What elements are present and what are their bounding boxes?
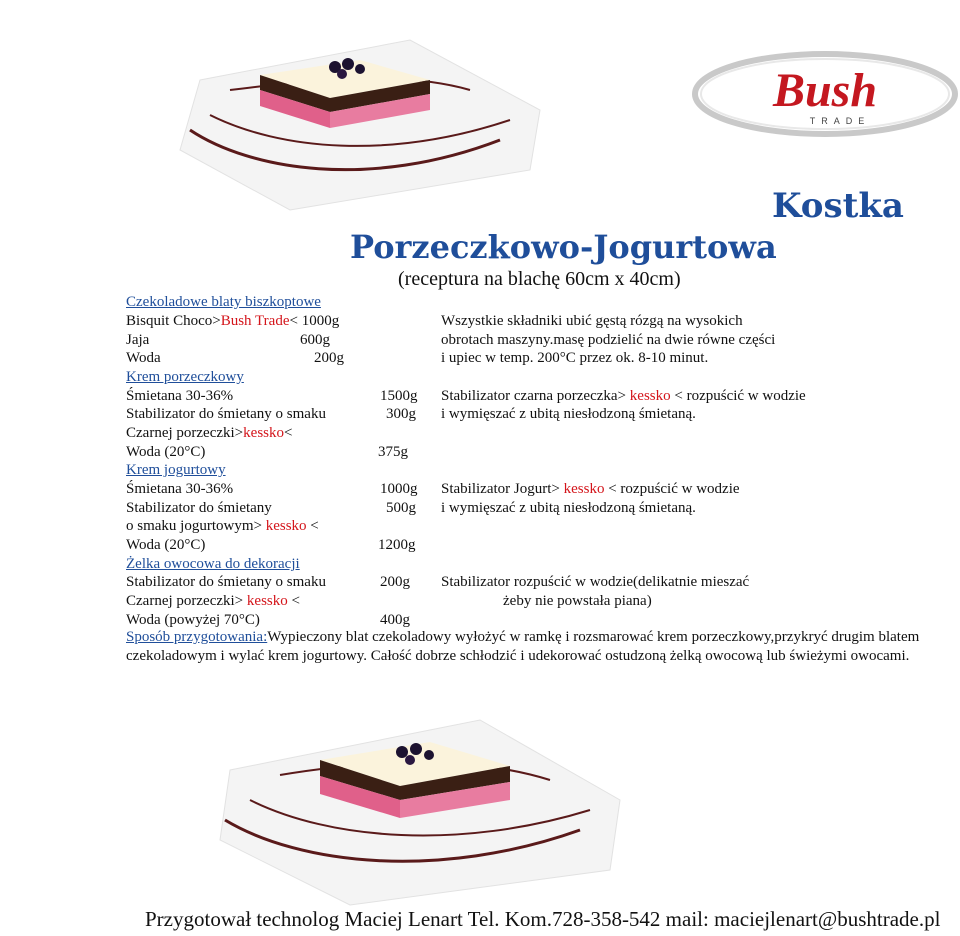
ingredient-bisquit: Bisquit Choco>Bush Trade< 1000g: [126, 313, 340, 329]
krem-porzeczkowy-desc-1: Stabilizator czarna porzeczka> kessko < rozpuścić w wodzie: [441, 388, 806, 404]
ingredient-jaja: Jaja: [126, 332, 150, 348]
footer-contact: Przygotował technolog Maciej Lenart Tel. Kom.728-358-542 mail: maciejlenart@bushtrade.pl: [145, 907, 941, 931]
cake-photo-top: [170, 20, 550, 220]
ingredient-woda-3: Woda (20°C): [126, 537, 206, 553]
ingredient-woda-2-qty: 375g: [378, 444, 408, 460]
bush-trade-logo: [690, 48, 960, 140]
ingredient-woda-4: Woda (powyżej 70°C): [126, 612, 260, 628]
logo-sub-text: TRADE: [809, 116, 871, 126]
ingredient-czarnej-porzeczki-2: Czarnej porzeczki> kessko <: [126, 593, 300, 609]
zelka-desc-2: żeby nie powstała piana): [503, 593, 652, 609]
ingredient-stabilizator-2-qty: 500g: [386, 500, 416, 516]
section-heading-krem-porzeczkowy: Krem porzeczkowy: [126, 369, 244, 385]
blaty-desc-1: Wszystkie składniki ubić gęstą rózgą na wysokich: [441, 313, 743, 329]
section-heading-krem-jogurtowy: Krem jogurtowy: [126, 462, 226, 478]
blaty-desc-2: obrotach maszyny.masę podzielić na dwie równe części: [441, 332, 776, 348]
zelka-desc-1: Stabilizator rozpuścić w wodzie(delikatnie mieszać: [441, 574, 750, 590]
instructions-text: Wypieczony blat czekoladowy wyłożyć w ramkę i rozsmarować krem porzeczkowy,przykryć drugim blatem czekoladowym i wylać krem jogurtowy. Całość dobrze schłodzić i udekorować ostudzoną żelką owocową lub świeżymi owocami.: [126, 629, 920, 664]
ingredient-smietana-1: Śmietana 30-36%: [126, 388, 234, 404]
ingredient-woda-2: Woda (20°C): [126, 444, 206, 460]
section-heading-zelka: Żelka owocowa do dekoracji: [126, 556, 300, 572]
ingredient-woda-3-qty: 1200g: [378, 537, 416, 553]
ingredient-stabilizator-1: Stabilizator do śmietany o smaku: [126, 406, 326, 422]
cake-photo-bottom: [210, 700, 630, 910]
ingredient-woda-4-qty: 400g: [380, 612, 410, 628]
ingredient-stabilizator-3-qty: 200g: [380, 574, 410, 590]
krem-jogurtowy-desc-2: i wymięszać z ubitą niesłodzoną śmietaną.: [441, 500, 696, 516]
ingredient-jaja-qty: 600g: [300, 332, 330, 348]
logo-brand-text: Bush: [772, 64, 878, 117]
krem-porzeczkowy-desc-2: i wymięszać z ubitą niesłodzoną śmietaną.: [441, 406, 696, 422]
ingredient-stabilizator-3: Stabilizator do śmietany o smaku: [126, 574, 326, 590]
ingredient-woda-qty: 200g: [314, 350, 344, 366]
instructions-label: Sposób przygotowania:: [126, 629, 268, 645]
instructions: [126, 628, 956, 666]
krem-jogurtowy-desc-1: Stabilizator Jogurt> kessko < rozpuścić w wodzie: [441, 481, 740, 497]
recipe-title: Porzeczkowo-Jogurtowa: [350, 228, 777, 266]
ingredient-stabilizator-1-qty: 300g: [386, 406, 416, 422]
ingredient-smietana-2-qty: 1000g: [380, 481, 418, 497]
recipe-note: (receptura na blachę 60cm x 40cm): [398, 268, 681, 290]
ingredient-smaku-jogurtowym: o smaku jogurtowym> kessko <: [126, 518, 319, 534]
ingredient-czarnej-porzeczki-1: Czarnej porzeczki>kessko<: [126, 425, 293, 441]
page-title: Kostka: [772, 186, 904, 226]
blaty-desc-3: i upiec w temp. 200°C przez ok. 8-10 minut.: [441, 350, 709, 366]
ingredient-smietana-1-qty: 1500g: [380, 388, 418, 404]
ingredient-woda: Woda: [126, 350, 161, 366]
section-heading-blaty: Czekoladowe blaty biszkoptowe: [126, 294, 321, 310]
ingredient-smietana-2: Śmietana 30-36%: [126, 481, 234, 497]
ingredient-stabilizator-2: Stabilizator do śmietany: [126, 500, 272, 516]
